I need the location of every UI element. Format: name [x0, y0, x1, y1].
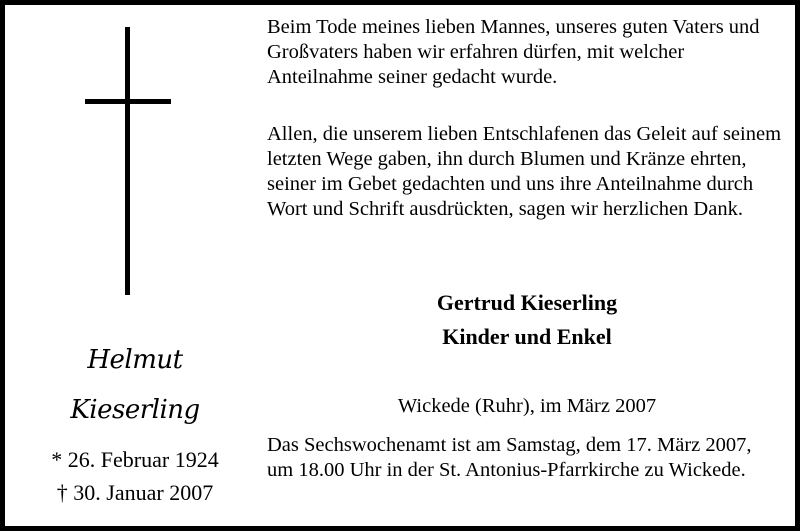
cross-icon	[85, 27, 171, 295]
birth-date: * 26. Februar 1924	[51, 447, 219, 472]
place-and-date: Wickede (Ruhr), im März 2007	[397, 395, 657, 417]
cross-horizontal-bar	[85, 99, 171, 104]
thanks-paragraph-1: Beim Tode meines lieben Mannes, unseres guten Vaters und Großvaters haben wir erfahren dürfen, mit welcher Anteilnahme seiner gedacht wurde.	[267, 16, 760, 88]
deceased-last-name: Kieserling	[70, 395, 200, 425]
thanks-paragraph-2: Allen, die unserem lieben Entschlafenen das Geleit auf seinem letzten Wege gaben, ihn durch Blumen und Kränze ehrten, seiner im Gebet gedachten und uns ihre Anteilnahme durch Wort und Schrift ausdrückten, sagen wir herzlichen Dank.	[267, 123, 782, 220]
death-date: † 30. Januar 2007	[56, 480, 214, 505]
deceased-first-name: Helmut	[87, 345, 183, 375]
service-announcement: Das Sechswochenamt ist am Samstag, dem 17. März 2007, um 18.00 Uhr in der St. Antonius-Pfarrkirche zu Wickede.	[267, 434, 752, 481]
signature-family: Kinder und Enkel	[442, 324, 612, 349]
cross-vertical-bar	[125, 27, 130, 295]
signature-widow: Gertrud Kieserling	[436, 290, 618, 315]
